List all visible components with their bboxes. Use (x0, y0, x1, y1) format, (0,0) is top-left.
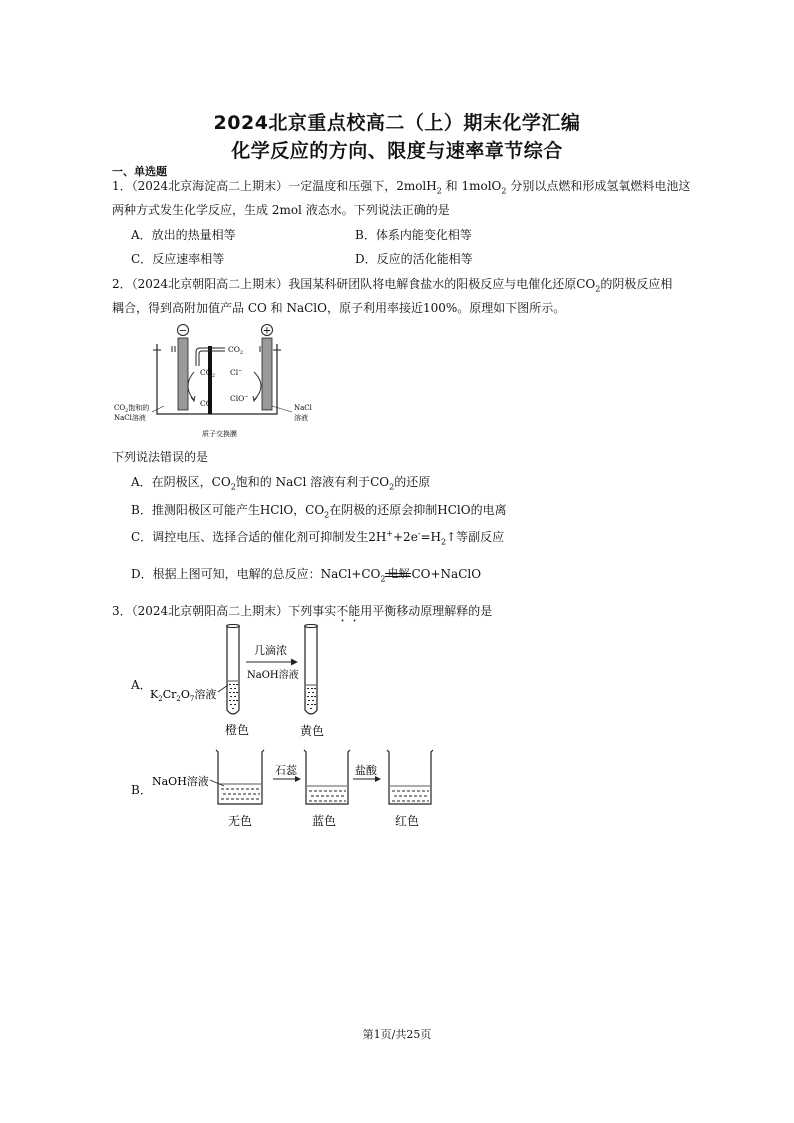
q1-option-c[interactable] (131, 250, 224, 267)
q1-text-b: 和 1molO (445, 179, 502, 193)
option-text: ↑等副反应 (446, 530, 505, 544)
beaker-1 (216, 750, 264, 804)
sub: 2 (441, 537, 447, 547)
clo-right-label: ClO− (230, 394, 249, 403)
q1-source: （2024北京海淀高二上期末） (131, 179, 289, 193)
sup: - (417, 529, 421, 538)
q3-text-b: 用平衡移动原理解释的是 (360, 604, 493, 618)
right-solution-label-2: 溶液 (294, 414, 308, 422)
q3-number: 3． (112, 604, 132, 618)
co-left-label: CO (200, 399, 212, 408)
section-label: 一、单选题 (112, 165, 167, 178)
option-label: C． (131, 530, 153, 544)
option-label: A． (131, 475, 152, 489)
q1-number: 1． (112, 179, 132, 193)
q1-option-a[interactable] (131, 226, 236, 243)
q1-text-c: 分别以点燃和形成氢氧燃料电池这 (510, 179, 691, 193)
q2-source: （2024北京朝阳高二上期末） (131, 277, 289, 291)
option-text: +2e (393, 530, 418, 544)
q3-source: （2024北京朝阳高二上期末） (131, 604, 289, 618)
color-orange-label: 橙色 (225, 723, 250, 737)
co2-top-label: $CO_2$ (228, 345, 244, 356)
colorless-label: 无色 (228, 814, 253, 828)
title-line-2: 化学反应的方向、限度与速率章节综合 (231, 140, 563, 162)
option-label: D． (355, 252, 377, 266)
option-text: 根据上图可知，电解的总反应：NaCl+CO (152, 567, 381, 581)
beaker-1-liquid (221, 789, 260, 799)
option-text: 放出的热量相等 (151, 228, 236, 242)
color-yellow-label: 黄色 (300, 724, 325, 738)
option-text: 的还原 (394, 475, 431, 489)
naoh-reagent-label: NaOH溶液 (152, 775, 209, 788)
q1-sub: 2 (436, 186, 442, 196)
test-tube-diagram (148, 622, 348, 742)
q2-option-b[interactable] (131, 501, 507, 519)
q2-option-a[interactable] (131, 473, 430, 491)
beaker-diagram (148, 742, 448, 832)
left-solution-label-1: $CO_2$饱和的 (114, 404, 150, 414)
beaker-2-liquid (309, 791, 346, 801)
arrow-top-label: 几滴浓 (254, 644, 287, 657)
option-text: CO+NaClO (411, 567, 482, 581)
condition-label: 电解 (387, 567, 410, 580)
electrolysis-cell-diagram (112, 322, 337, 442)
option-label: C． (131, 252, 153, 266)
option-text: 调控电压、选择合适的催化剂可抑制发生2H (152, 530, 387, 544)
q3-option-b-label[interactable]: B． (131, 783, 152, 797)
q2-option-c[interactable] (131, 528, 504, 546)
anode-electrode (262, 338, 272, 410)
q2-text-a: 我国某科研团队将电解食盐水的阳极反应与电催化还原CO (288, 277, 596, 291)
q3-emphasis: 不能 (336, 604, 361, 618)
sub: 2 (380, 574, 386, 584)
option-text: 在阴极的还原会抑制HClO的电离 (329, 503, 507, 517)
reduction-arrow-icon (188, 372, 194, 400)
sup: + (386, 529, 393, 538)
sub: 2 (389, 482, 395, 492)
co2-left-label: $CO_2$ (200, 368, 216, 379)
q2-number: 2． (112, 277, 132, 291)
arrow-bottom-label: NaOH溶液 (247, 670, 299, 681)
q1-option-b[interactable] (355, 226, 472, 243)
membrane-label: 质子交换膜 (202, 430, 237, 438)
option-text: 饱和的 NaCl 溶液有利于CO (235, 475, 390, 489)
option-text: 推测阳极区可能产生HClO，CO (151, 503, 325, 517)
q3-option-a-label[interactable]: A． (131, 678, 152, 692)
option-text: 在阴极区，CO (151, 475, 231, 489)
cl-right-label: Cl− (230, 368, 243, 377)
title-line-1: 2024北京重点校高二（上）期末化学汇编 (213, 112, 581, 134)
option-label: D． (131, 567, 153, 581)
q2-text-b: 的阴极反应相 (600, 277, 673, 291)
right-test-tube (305, 626, 317, 714)
q2-option-d[interactable] (131, 565, 481, 583)
left-solution-label-2: NaCl溶液 (114, 414, 146, 422)
right-solution-label-1: NaCl (294, 404, 312, 412)
reagent-label: $K_2Cr_2O_7$溶液 (150, 688, 217, 703)
page-footer: 第1页/共25页 (362, 1028, 432, 1041)
question-1-line-2: 两种方式发生化学反应，生成 2mol 液态水。下列说法正确的是 (112, 203, 450, 217)
question-2-line-1 (112, 276, 672, 297)
plus-sign: + (262, 325, 272, 337)
right-liquid (307, 688, 316, 709)
q1-text-a: 一定温度和压强下，2molH (288, 179, 437, 193)
sub: 2 (230, 482, 236, 492)
option-text: 反应速率相等 (152, 252, 225, 266)
option-text: 体系内能变化相等 (375, 228, 472, 242)
minus-sign: − (178, 325, 188, 337)
left-liquid (229, 684, 238, 709)
q2-stem: 下列说法错误的是 (112, 450, 209, 464)
option-label: B． (355, 228, 376, 242)
option-text: =H (420, 530, 442, 544)
question-1-line-1 (112, 178, 690, 199)
beaker-3-liquid (392, 791, 429, 801)
sub: 2 (324, 510, 330, 520)
red-label: 红色 (395, 814, 420, 828)
cathode-electrode (178, 338, 188, 410)
option-label: A． (131, 228, 152, 242)
q2-sub: 2 (595, 284, 601, 294)
option-label: B． (131, 503, 152, 517)
blue-label: 蓝色 (312, 814, 337, 828)
option-text: 反应的活化能相等 (376, 252, 473, 266)
q3-text-a: 下列事实 (288, 604, 337, 618)
q1-sub: 2 (501, 186, 507, 196)
oxidation-arrow-icon (254, 372, 261, 400)
q1-option-d[interactable] (355, 250, 473, 267)
litmus-label: 石蕊 (275, 764, 297, 777)
question-2-line-2: 耦合，得到高附加值产品 CO 和 NaClO，原子利用率接近100%。原理如下图所示。 (112, 301, 566, 315)
hcl-label: 盐酸 (355, 764, 377, 777)
